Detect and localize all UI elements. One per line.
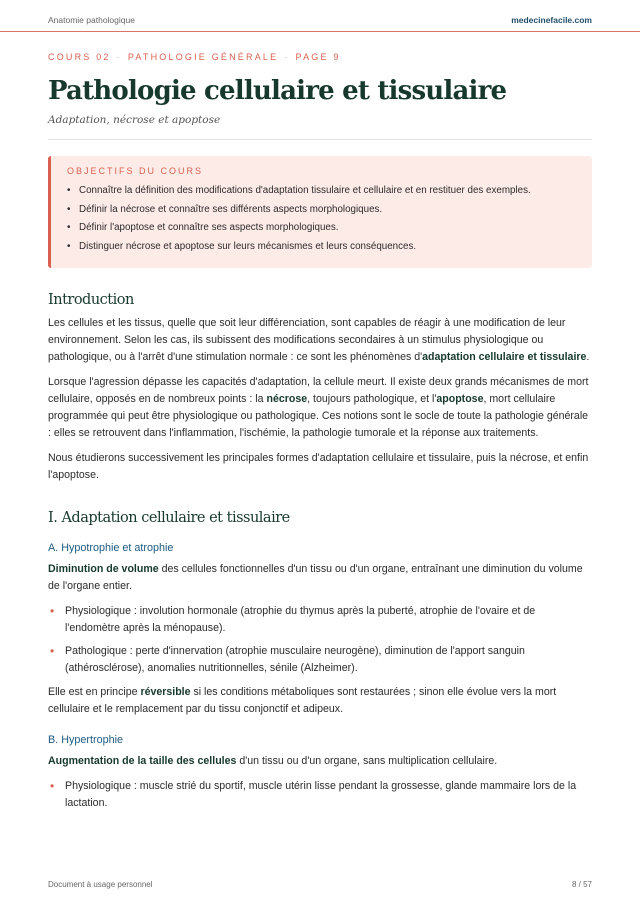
- page-number: 8 / 57: [571, 880, 592, 889]
- list-item: • Physiologique : involution hormonale (atrophie du thymus après la puberté, atrophie de l'ovaire et de l'endomètre après la ménopause).: [48, 603, 592, 637]
- subsection-b-heading: B. Hypertrophie: [48, 734, 124, 746]
- term-reversible: réversible: [140, 686, 191, 698]
- header-subject: Anatomie pathologique: [48, 15, 135, 25]
- kicker: COURS 02 · PATHOLOGIE GÉNÉRALE · PAGE 9: [48, 52, 341, 62]
- intro-paragraph-1: Les cellules et les tissus, quelle que soit leur différenciation, sont capables de réagir à une modification de leur environnement. Selon les cas, ils subissent des modifications secondaires à un stimulus physiologique ou pathologique, ou à l'arrêt d'une stimulation normale : ce sont les phénomènes d'adaptation cellulaire et tissulaire.: [48, 317, 590, 363]
- running-header: [0, 0, 640, 32]
- header-site-link[interactable]: medecinefacile.com: [511, 15, 592, 25]
- running-footer: [48, 880, 592, 889]
- intro-paragraph-2: Lorsque l'agression dépasse les capacités d'adaptation, la cellule meurt. Il existe deux grands mécanismes de mort cellulaire, opposés en de nombreux points : la nécrose, toujours pathologique, et l'apoptose, mort cellulaire programmée qui peut être physiologique ou pathologique. Ces notions sont le socle de toute la pathologie générale : elles se retrouvent dans l'inflammation, l'ischémie, la pathologie tumorale et la réponse aux traitements.: [48, 376, 589, 439]
- footer-note: Document à usage personnel: [48, 880, 153, 889]
- objectives-heading: OBJECTIFS DU COURS: [67, 166, 204, 176]
- atrophie-list: [48, 603, 592, 677]
- introduction-heading: Introduction: [48, 292, 134, 308]
- kicker-course: COURS 02: [48, 52, 111, 62]
- list-item: • Pathologique : perte d'innervation (atrophie musculaire neurogène), diminution de l'apport sanguin (athérosclérose), anomalies nutritionnelles, sénile (Alzheimer).: [48, 643, 592, 677]
- term-augmentation-taille: Augmentation de la taille des cellules: [48, 755, 237, 767]
- page-title: Pathologie cellulaire et tissulaire: [48, 76, 507, 106]
- objectives-list: [67, 182, 576, 256]
- hypertrophie-definition: Augmentation de la taille des cellules d'un tissu ou d'un organe, sans multiplication cellulaire.: [48, 755, 498, 767]
- page-content: [48, 52, 592, 818]
- list-item: • Physiologique : muscle strié du sportif, muscle utérin lisse pendant la grossesse, glande mammaire lors de la lactation.: [48, 778, 592, 812]
- objective-item: • Distinguer nécrose et apoptose sur leurs mécanismes et leurs conséquences.: [67, 238, 576, 257]
- objective-item: • Définir la nécrose et connaître ses différents aspects morphologiques.: [67, 201, 576, 220]
- atrophie-reversibility: Elle est en principe réversible si les conditions métaboliques sont restaurées ; sinon elle évolue vers la mort cellulaire et le remplacement par du tissu conjonctif et adipeux.: [48, 686, 557, 715]
- objective-item: • Définir l'apoptose et connaître ses aspects morphologiques.: [67, 219, 576, 238]
- term-necrose: nécrose: [266, 393, 308, 405]
- atrophie-definition: Diminution de volume des cellules fonctionnelles d'un tissu ou d'un organe, entraînant une diminution du volume de l'organe entier.: [48, 563, 583, 592]
- kicker-page: PAGE 9: [295, 52, 341, 62]
- intro-paragraph-3: Nous étudierons successivement les principales formes d'adaptation cellulaire et tissulaire, puis la nécrose, et enfin l'apoptose.: [48, 452, 589, 481]
- objective-item: • Connaître la définition des modifications d'adaptation tissulaire et cellulaire et en restituer des exemples.: [67, 182, 576, 201]
- term-apoptose: apoptose: [436, 393, 484, 405]
- term-diminution-volume: Diminution de volume: [48, 563, 159, 575]
- page-subtitle: Adaptation, nécrose et apoptose: [48, 114, 592, 140]
- section-1-heading: I. Adaptation cellulaire et tissulaire: [48, 510, 290, 526]
- kicker-topic: PATHOLOGIE GÉNÉRALE: [127, 52, 279, 62]
- subsection-a-heading: A. Hypotrophie et atrophie: [48, 542, 174, 554]
- objectives-box: [48, 156, 592, 268]
- term-adaptation: adaptation cellulaire et tissulaire: [422, 351, 587, 363]
- hypertrophie-list: [48, 778, 592, 812]
